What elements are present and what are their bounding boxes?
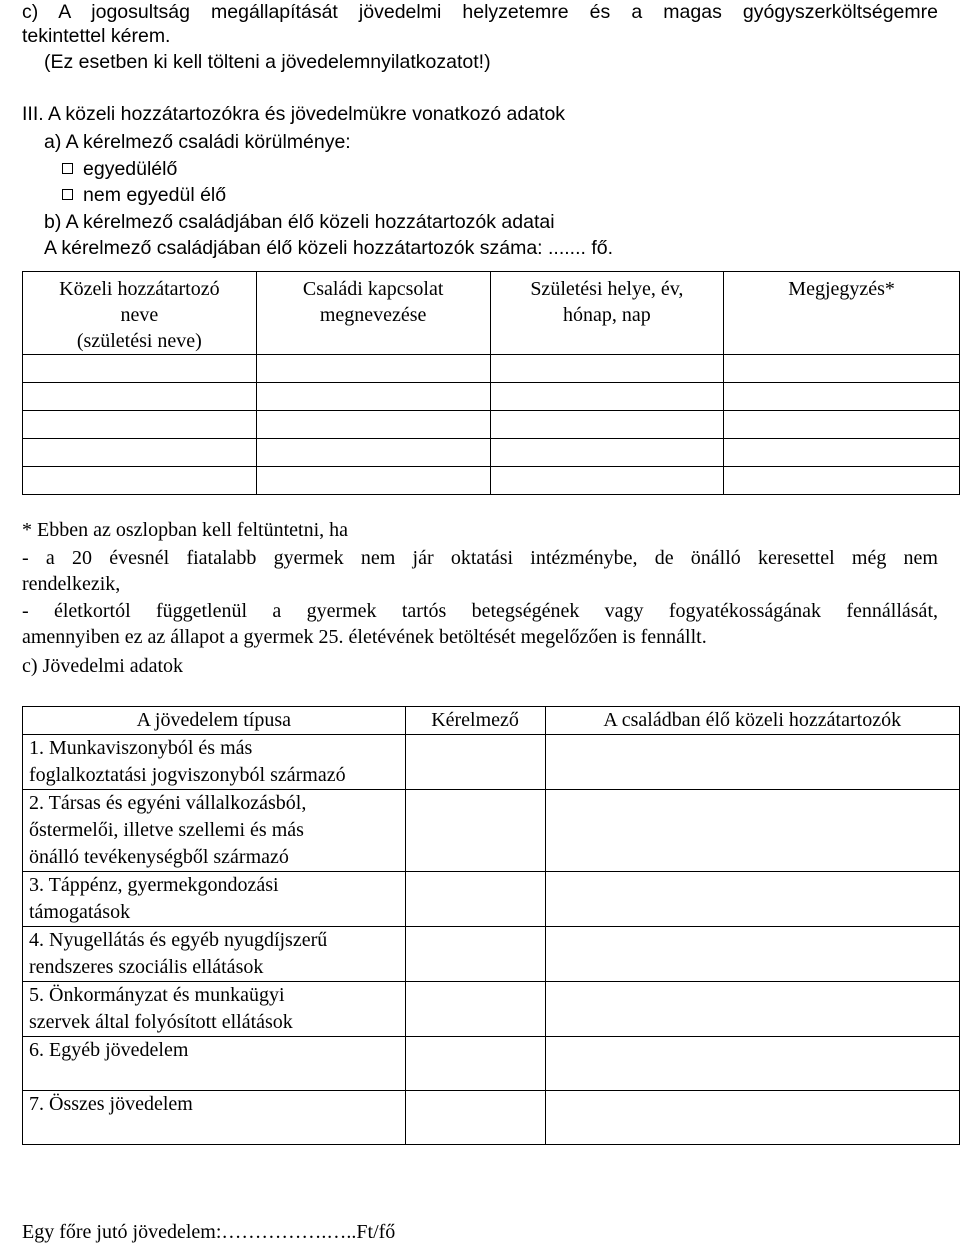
header-relationship-line: megnevezése	[319, 304, 427, 326]
cell-input[interactable]	[256, 355, 490, 383]
intro-item-c-continuation: tekintettel kérem.	[22, 25, 171, 47]
cell-input[interactable]	[256, 439, 490, 467]
checkbox-icon[interactable]	[62, 189, 73, 200]
cell-input[interactable]	[724, 411, 960, 439]
footnote-line-1: * Ebben az oszlopban kell feltüntetni, ha	[22, 519, 349, 541]
option-single-label: egyedülélő	[83, 158, 178, 180]
cell-input[interactable]	[490, 355, 724, 383]
footnote-line-2: - a 20 évesnél fiatalabb gyermek nem jár oktatási intézménybe, de önálló keresettel még nem	[22, 547, 938, 569]
cell-input[interactable]	[405, 982, 545, 1037]
header-birth-data	[490, 272, 724, 355]
option-not-single[interactable]	[62, 183, 226, 207]
relatives-table	[22, 271, 960, 495]
income-type-line: 4. Nyugellátás és egyéb nyugdíjszerű	[29, 929, 328, 951]
cell-input[interactable]	[405, 872, 545, 927]
income-type-label	[23, 927, 406, 982]
income-type-line: 7. Összes jövedelem	[29, 1093, 193, 1115]
header-birth-data-line: hónap, nap	[562, 304, 651, 326]
cell-input[interactable]	[405, 927, 545, 982]
income-type-line: támogatások	[29, 901, 131, 923]
relatives-count-line: A kérelmező családjában élő közeli hozzátartozók száma: ....... fő.	[44, 237, 614, 259]
cell-input[interactable]	[724, 383, 960, 411]
cell-input[interactable]	[724, 467, 960, 495]
income-type-line: őstermelői, illetve szellemi és más	[29, 819, 304, 841]
cell-input[interactable]	[545, 735, 959, 790]
income-type-label	[23, 982, 406, 1037]
table-row	[23, 383, 960, 411]
section-3-title: III. A közeli hozzátartozókra és jövedelmükre vonatkozó adatok	[22, 103, 566, 125]
section-3-b-label: b) A kérelmező családjában élő közeli hozzátartozók adatai	[44, 211, 555, 233]
cell-input[interactable]	[545, 872, 959, 927]
income-type-label	[23, 872, 406, 927]
income-type-line: foglalkoztatási jogviszonyból származó	[29, 764, 346, 786]
intro-item-c: c) A jogosultság megállapítását jövedelmi helyzetemre és a magas gyógyszerköltségemre	[22, 1, 938, 23]
table-row	[23, 439, 960, 467]
cell-input[interactable]	[490, 467, 724, 495]
income-type-line: szervek által folyósított ellátások	[29, 1011, 293, 1033]
table-row	[23, 1091, 960, 1145]
table-row	[23, 927, 960, 982]
header-income-type: A jövedelem típusa	[23, 707, 406, 735]
table-row	[23, 790, 960, 872]
cell-input[interactable]	[405, 1091, 545, 1145]
table-row	[23, 1037, 960, 1091]
intro-item-c-note: (Ez esetben ki kell tölteni a jövedelemnyilatkozatot!)	[44, 51, 491, 73]
header-applicant: Kérelmező	[405, 707, 545, 735]
table-row	[23, 872, 960, 927]
income-type-label	[23, 1091, 406, 1145]
header-relative-name	[23, 272, 257, 355]
income-type-line: 3. Táppénz, gyermekgondozási	[29, 874, 279, 896]
header-relative-name-line: Közeli hozzátartozó	[59, 278, 220, 300]
section-3-a-label: a) A kérelmező családi körülménye:	[44, 131, 351, 153]
income-table	[22, 706, 960, 1145]
income-type-label	[23, 735, 406, 790]
cell-input[interactable]	[490, 439, 724, 467]
footnote-line-3: - életkortól függetlenül a gyermek tartós betegségének vagy fogyatékosságának fennállását,	[22, 600, 938, 622]
income-type-line: önálló tevékenységből származó	[29, 846, 289, 868]
cell-input[interactable]	[545, 790, 959, 872]
income-type-line: 1. Munkaviszonyból és más	[29, 737, 253, 759]
income-type-label	[23, 790, 406, 872]
cell-input[interactable]	[405, 1037, 545, 1091]
cell-input[interactable]	[23, 439, 257, 467]
header-relationship	[256, 272, 490, 355]
cell-input[interactable]	[490, 383, 724, 411]
table-row	[23, 735, 960, 790]
cell-input[interactable]	[23, 411, 257, 439]
per-capita-income: Egy főre jutó jövedelem:…………….…..Ft/fő	[22, 1221, 396, 1243]
income-type-line: 2. Társas és egyéni vállalkozásból,	[29, 792, 307, 814]
income-type-line: 6. Egyéb jövedelem	[29, 1039, 189, 1061]
table-row	[23, 411, 960, 439]
cell-input[interactable]	[405, 790, 545, 872]
cell-input[interactable]	[545, 927, 959, 982]
header-relationship-line: Családi kapcsolat	[302, 278, 444, 300]
income-section-title: c) Jövedelmi adatok	[22, 655, 184, 677]
cell-input[interactable]	[545, 982, 959, 1037]
income-type-line: 5. Önkormányzat és munkaügyi	[29, 984, 285, 1006]
cell-input[interactable]	[256, 411, 490, 439]
table-row	[23, 982, 960, 1037]
checkbox-icon[interactable]	[62, 163, 73, 174]
cell-input[interactable]	[23, 383, 257, 411]
header-relative-name-line: (születési neve)	[76, 330, 202, 352]
cell-input[interactable]	[405, 735, 545, 790]
cell-input[interactable]	[256, 467, 490, 495]
header-relative-name-line: neve	[120, 304, 159, 326]
table-row	[23, 355, 960, 383]
income-type-line: rendszeres szociális ellátások	[29, 956, 264, 978]
cell-input[interactable]	[545, 1037, 959, 1091]
cell-input[interactable]	[724, 439, 960, 467]
table-row	[23, 467, 960, 495]
cell-input[interactable]	[545, 1091, 959, 1145]
header-note	[724, 272, 960, 355]
income-type-label	[23, 1037, 406, 1091]
cell-input[interactable]	[256, 383, 490, 411]
footnote-line-2-cont: rendelkezik,	[22, 573, 121, 595]
cell-input[interactable]	[23, 467, 257, 495]
header-birth-data-line: Születési helye, év,	[530, 278, 684, 300]
cell-input[interactable]	[23, 355, 257, 383]
header-family-members: A családban élő közeli hozzátartozók	[545, 707, 959, 735]
header-note-line: Megjegyzés*	[788, 278, 895, 300]
option-single[interactable]	[62, 157, 177, 181]
footnote-line-3-cont: amennyiben ez az állapot a gyermek 25. életévének betöltését megelőzően is fennállt.	[22, 626, 707, 648]
cell-input[interactable]	[490, 411, 724, 439]
option-not-single-label: nem egyedül élő	[83, 184, 227, 206]
cell-input[interactable]	[724, 355, 960, 383]
